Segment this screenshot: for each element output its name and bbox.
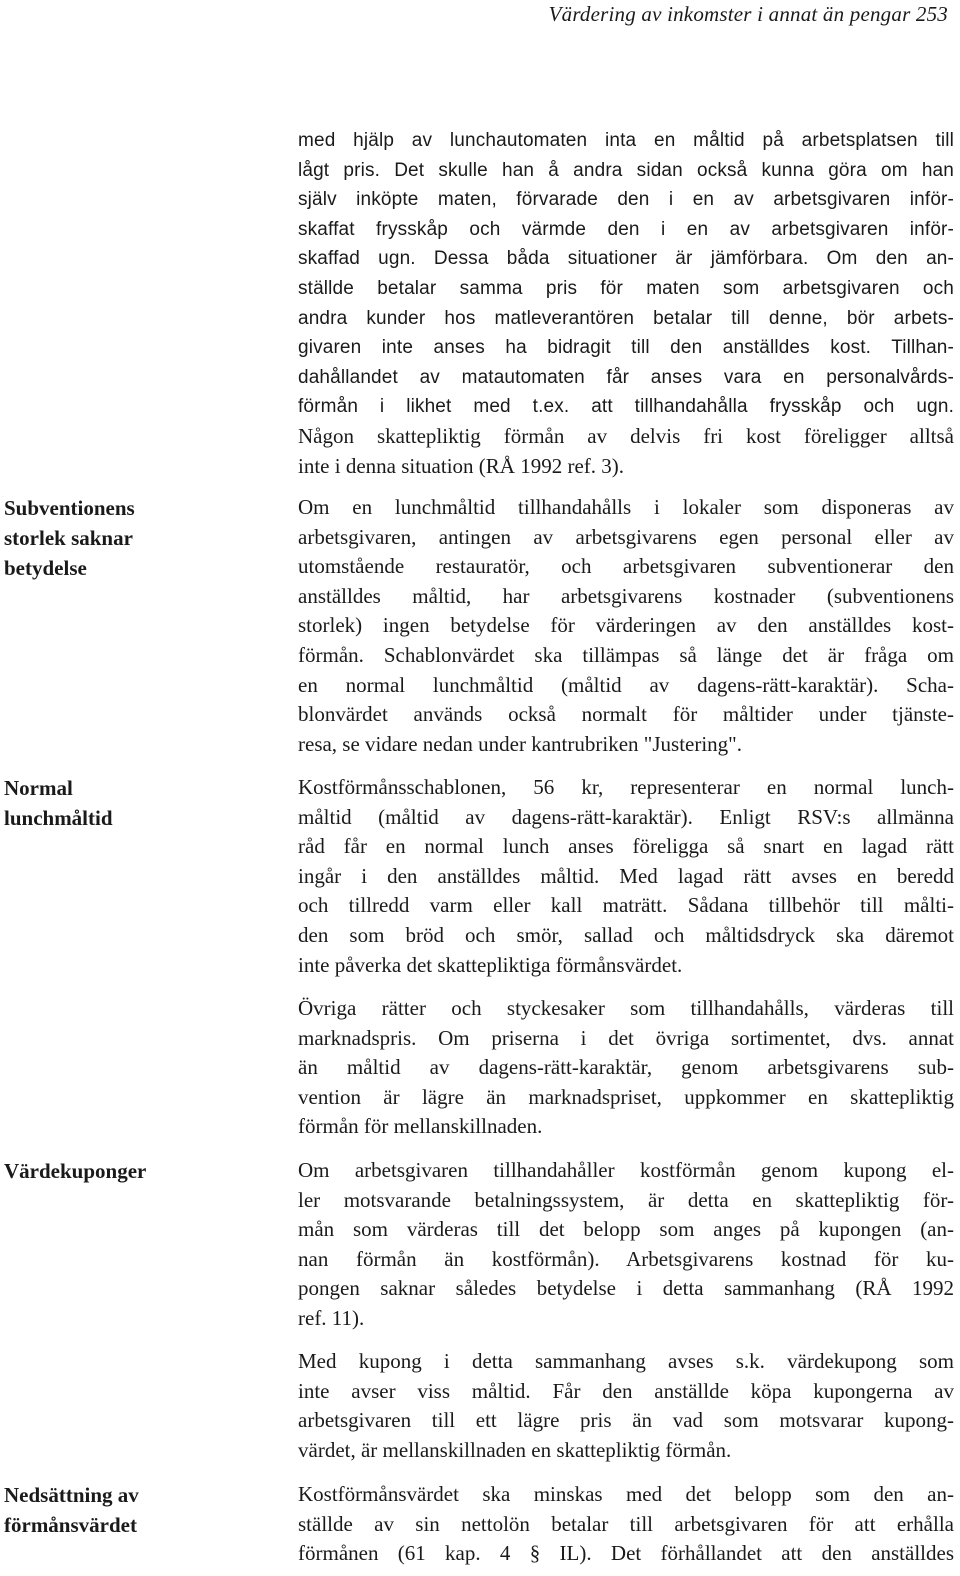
text-line: förmån för mellanskillnaden.	[298, 1114, 543, 1139]
text-line: med hjälp av lunchautomaten inta en måltid på arbetsplatsen till	[298, 130, 954, 151]
text-line: Någon skattepliktig förmån av delvis fri kost föreligger alltså	[298, 423, 954, 448]
text-line: ställde betalar samma pris för maten som arbetsgivaren och	[298, 277, 954, 299]
text-line: nan förmån än kostförmån). Arbetsgivarens kostnad för ku-	[298, 1246, 954, 1271]
text-line: förmån i likhet med t.ex. att tillhandahålla frysskåp och ugn.	[298, 396, 954, 418]
text-line: anställdes måltid, har arbetsgivarens kostnader (subventionens	[298, 583, 954, 608]
text-line: pongen saknar således betydelse i detta sammanhang (RÅ 1992	[298, 1276, 954, 1301]
text-line: själv inköpte maten, förvarade den i en av arbetsgivaren inför-	[298, 189, 954, 211]
paragraph-subsidy	[298, 493, 954, 759]
text-line: råd får en normal lunch anses föreligga så snart en lagad rätt	[298, 834, 954, 859]
margin-note-line: Nedsättning av	[4, 1483, 139, 1507]
text-line: skaffad ugn. Dessa båda situationer är jämförbara. Om den an-	[298, 248, 954, 270]
text-line: ställde av sin nettolön betalar till arbetsgivaren för att erhålla	[298, 1511, 954, 1536]
text-line: utomstående restauratör, och arbetsgivaren subventionerar den	[298, 554, 954, 579]
text-line: storlek) ingen betydelse för värderingen av den anställdes kost-	[298, 613, 954, 638]
text-line: dahållandet av matautomaten får anses vara en personalvårds-	[298, 366, 954, 388]
running-title: Värdering av inkomster i annat än pengar 253	[548, 2, 948, 26]
text-line: resa, se vidare nedan under kantrubriken "Justering".	[298, 731, 742, 756]
margin-note-subsidy-size	[4, 493, 204, 583]
text-line: värdet, är mellanskillnaden en skattepliktig förmån.	[298, 1437, 732, 1462]
text-line: inte i denna situation (RÅ 1992 ref. 3).	[298, 453, 625, 478]
paragraph-lunch-automat	[298, 126, 954, 481]
text-line: Kostförmånsvärdet ska minskas med det belopp som den an-	[298, 1482, 954, 1506]
margin-note-benefit-reduction	[4, 1480, 204, 1540]
margin-note-value-coupons	[4, 1156, 204, 1186]
margin-note-line: Normal	[4, 776, 73, 800]
paragraph-value-coupons	[298, 1156, 954, 1334]
margin-note-line: storlek saknar	[4, 526, 133, 550]
text-line: Om en lunchmåltid tillhandahålls i lokaler som disponeras av	[298, 495, 954, 519]
text-line: Om arbetsgivaren tillhandahåller kostförmån genom kupong el-	[298, 1158, 954, 1182]
text-line: och tillredd varm eller kall maträtt. Sådana tillbehör till målti-	[298, 893, 954, 918]
margin-note-line: betydelse	[4, 556, 87, 580]
text-line: mån som värderas till det belopp som anges på kupongen (an-	[298, 1217, 954, 1242]
text-line: vention är lägre än marknadspriset, uppkommer en skattepliktig	[298, 1084, 954, 1109]
margin-note-line: Värdekuponger	[4, 1159, 147, 1183]
text-line: arbetsgivaren till ett lägre pris än vad som motsvarar kupong-	[298, 1408, 954, 1433]
text-line: ref. 11).	[298, 1305, 365, 1330]
text-line: givaren inte anses ha bidragit till den anställdes kost. Tillhan-	[298, 337, 954, 359]
text-line: andra kunder hos matleverantören betalar till denne, bör arbets-	[298, 307, 954, 329]
margin-note-line: lunchmåltid	[4, 806, 113, 830]
text-line: blonvärdet används också normalt för måltider under tjänste-	[298, 702, 954, 727]
text-line: skaffat frysskåp och värmde den i en av arbetsgivaren inför-	[298, 218, 954, 240]
margin-note-line: förmånsvärdet	[4, 1513, 137, 1537]
text-line: ingår i den anställdes måltid. Med lagad rätt avses en beredd	[298, 863, 954, 888]
text-line: förmån. Schablonvärdet ska tillämpas så länge det är fråga om	[298, 642, 954, 667]
margin-note-normal-lunch	[4, 773, 204, 833]
text-line: arbetsgivaren, antingen av arbetsgivarens egen personal eller av	[298, 524, 954, 549]
paragraph-benefit-reduction	[298, 1480, 954, 1569]
text-line: marknadspris. Om priserna i det övriga sortimentet, dvs. annat	[298, 1025, 954, 1050]
text-line: den som bröd och smör, sallad och måltidsdryck ska däremot	[298, 922, 954, 947]
paragraph-normal-lunch	[298, 773, 954, 980]
paragraph-other-dishes	[298, 994, 954, 1142]
text-line: ler motsvarande betalningssystem, är detta en skattepliktig för-	[298, 1187, 954, 1212]
page-header	[0, 0, 960, 30]
text-line: Kostförmånsschablonen, 56 kr, representerar en normal lunch-	[298, 775, 954, 799]
paragraph-coupon-definition	[298, 1347, 954, 1465]
text-line: Övriga rätter och styckesaker som tillhandahålls, värderas till	[298, 996, 954, 1020]
text-line: inte avser viss måltid. Får den anställde köpa kupongerna av	[298, 1378, 954, 1403]
text-line: Med kupong i detta sammanhang avses s.k. värdekupong som	[298, 1349, 954, 1373]
text-line: förmånen (61 kap. 4 § IL). Det förhållandet att den anställdes	[298, 1541, 954, 1566]
text-line: inte påverka det skattepliktiga förmånsvärdet.	[298, 952, 683, 977]
text-line: lågt pris. Det skulle han å andra sidan också kunna göra om han	[298, 159, 954, 181]
text-line: än måltid av dagens-rätt-karaktär, genom arbetsgivarens sub-	[298, 1055, 954, 1080]
margin-note-line: Subventionens	[4, 496, 135, 520]
text-line: måltid (måltid av dagens-rätt-karaktär). Enligt RSV:s allmänna	[298, 804, 954, 829]
text-line: en normal lunchmåltid (måltid av dagens-rätt-karaktär). Scha-	[298, 672, 954, 697]
